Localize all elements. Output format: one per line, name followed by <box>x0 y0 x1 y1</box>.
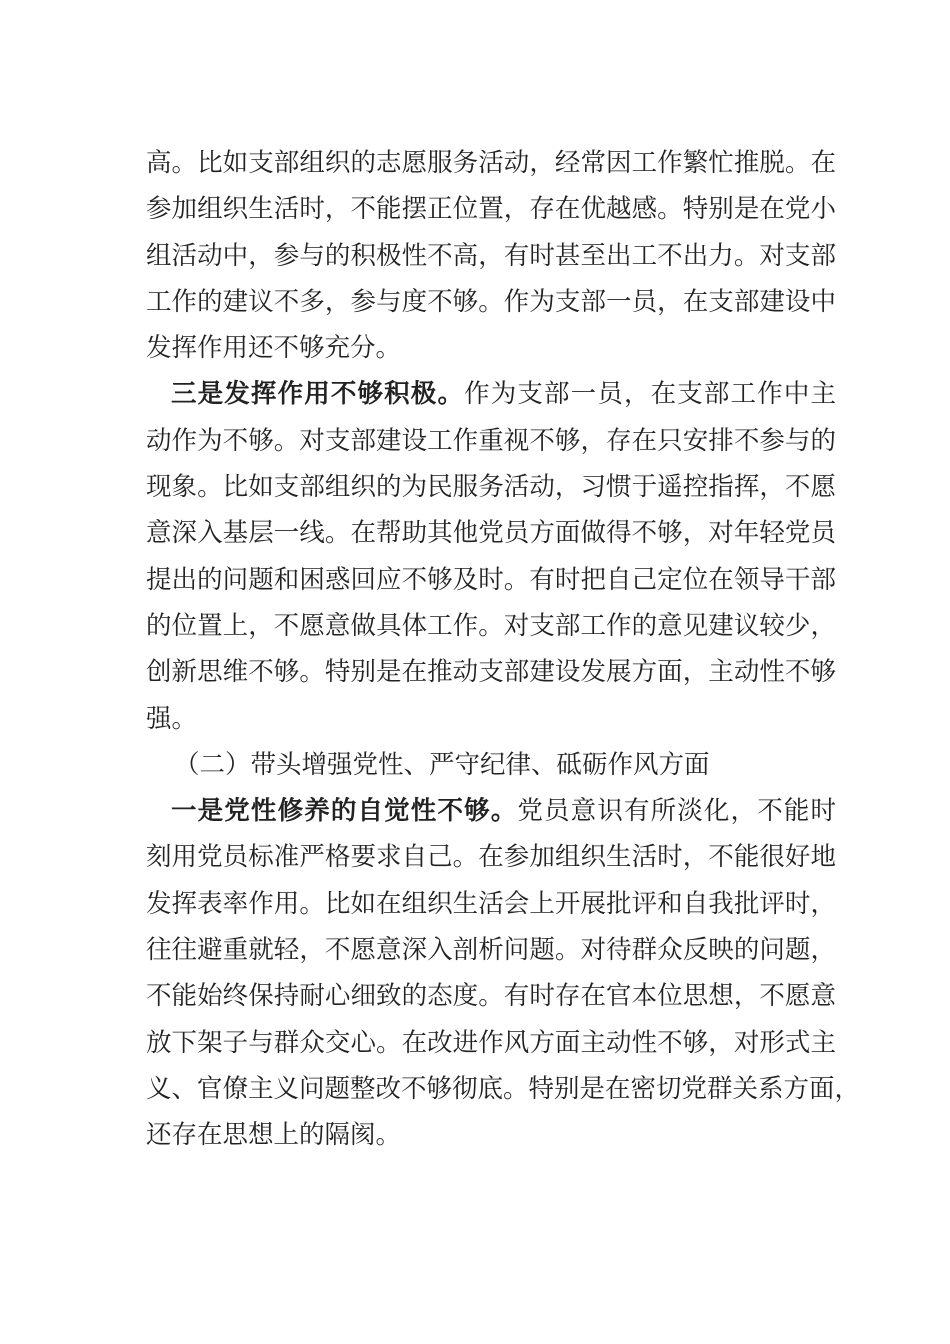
paragraph-line: 提出的问题和困惑回应不够及时。有时把自己定位在领导干部 <box>146 564 836 595</box>
paragraph-line: 组活动中，参与的积极性不高，有时甚至出工不出力。对支部 <box>146 240 836 271</box>
paragraph-first-line <box>146 371 836 417</box>
paragraph-lead-heading: 一是党性修养的自觉性不够。 <box>171 796 518 827</box>
paragraph-line: 高。比如支部组织的志愿服务活动，经常因工作繁忙推脱。在 <box>146 148 836 178</box>
paragraph-line: 放下架子与群众交心。在改进作风方面主动性不够，对形式主 <box>146 1027 836 1058</box>
paragraph-line: 工作的建议不多，参与度不够。作为支部一员，在支部建设中 <box>146 286 836 317</box>
paragraph-line: 义、官僚主义问题整改不够彻底。特别是在密切党群关系方面， <box>146 1073 861 1104</box>
paragraph-first-line <box>146 788 836 834</box>
section-heading: （二）带头增强党性、严守纪律、砥砺作风方面 <box>174 749 710 780</box>
paragraph-line: 意深入基层一线。在帮助其他党员方面做得不够，对年轻党员 <box>146 518 836 549</box>
paragraph-line: 参加组织生活时，不能摆正位置，存在优越感。特别是在党小 <box>146 194 836 225</box>
paragraph-line: 现象。比如支部组织的为民服务活动，习惯于遥控指挥，不愿 <box>146 472 836 503</box>
paragraph-3 <box>146 788 861 1158</box>
paragraph-lead-heading: 三是发挥作用不够积极。 <box>171 379 465 410</box>
paragraph-line: 往往避重就轻，不愿意深入剖析问题。对待群众反映的问题， <box>146 935 836 966</box>
paragraph-1 <box>146 140 836 371</box>
document-body <box>146 140 861 1159</box>
paragraph-line: 强。 <box>146 703 198 734</box>
paragraph-line: 还存在思想上的隔阂。 <box>146 1120 402 1151</box>
paragraph-line: 发挥表率作用。比如在组织生活会上开展批评和自我批评时， <box>146 888 836 919</box>
paragraph-2 <box>146 371 836 741</box>
paragraph-line: 的位置上，不愿意做具体工作。对支部工作的意见建议较少， <box>146 610 836 641</box>
paragraph-line: 创新思维不够。特别是在推动支部建设发展方面，主动性不够 <box>146 657 836 688</box>
paragraph-line: 发挥作用还不够充分。 <box>146 333 402 364</box>
paragraph-first-line-text: 作为支部一员，在支部工作中主 <box>464 379 836 410</box>
paragraph-first-line-text: 党员意识有所淡化，不能时 <box>517 796 836 827</box>
paragraph-line: 动作为不够。对支部建设工作重视不够，存在只安排不参与的 <box>146 425 836 456</box>
paragraph-line: 刻用党员标准严格要求自己。在参加组织生活时，不能很好地 <box>146 842 836 873</box>
paragraph-line: 不能始终保持耐心细致的态度。有时存在官本位思想，不愿意 <box>146 981 836 1012</box>
